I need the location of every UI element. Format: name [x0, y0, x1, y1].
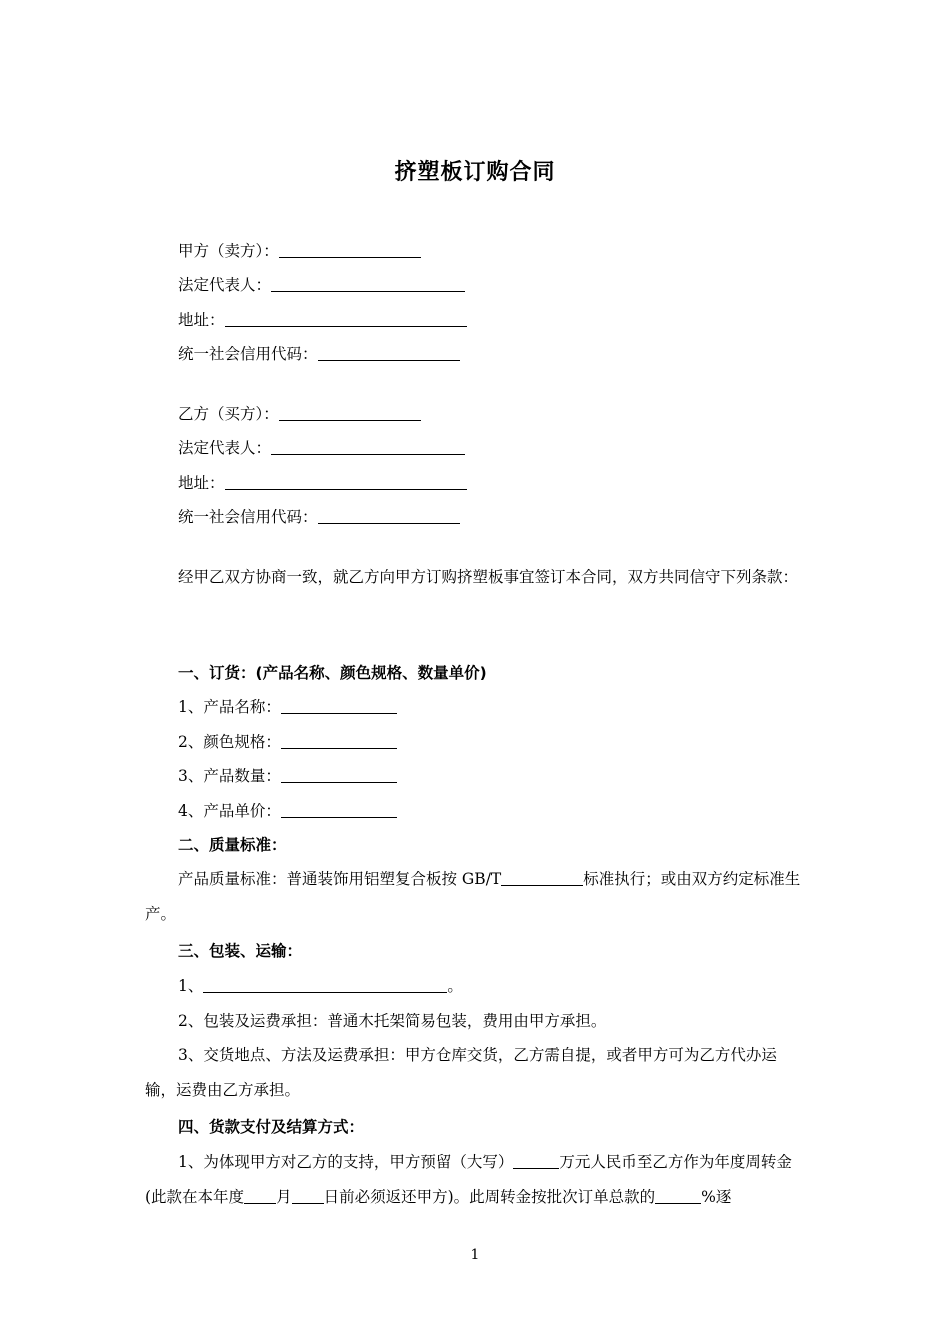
sec4-p1-d: 日前必须返还甲方)。此周转金按批次订单总款的	[323, 1187, 656, 1206]
sec4-percent-blank	[655, 1188, 701, 1204]
sec4-month-blank	[244, 1188, 276, 1204]
sec1-item-2-blank	[281, 733, 397, 749]
party-b-rep-line	[178, 438, 465, 458]
sec1-item-2-label: 2、颜色规格：	[178, 733, 281, 751]
sec3-item-3: 3、交货地点、方法及运费承担：甲方仓库交货，乙方需自提，或者甲方可为乙方代办运输，运费由乙方承担。	[145, 1046, 777, 1099]
sec2-standard-blank	[501, 870, 583, 886]
party-b-code-blank	[318, 508, 460, 524]
sec4-amount-blank	[513, 1153, 559, 1169]
party-a-code-label: 统一社会信用代码：	[178, 345, 318, 363]
party-a-rep-blank	[271, 276, 465, 292]
party-a-addr-line	[178, 310, 467, 330]
party-a-code-blank	[318, 345, 460, 361]
section-2-heading: 二、质量标准：	[178, 836, 287, 854]
page-title: 挤塑板订购合同	[394, 160, 556, 185]
party-a-rep-line	[178, 275, 465, 295]
party-b-code-line	[178, 507, 460, 527]
sec4-p1-b: 万元人民币至乙方作为年度周转金(此款在本年度	[145, 1153, 792, 1206]
sec1-item-1-label: 1、产品名称：	[178, 698, 281, 716]
sec1-item-1-blank	[281, 698, 397, 714]
party-a-addr-label: 地址：	[178, 311, 225, 329]
sec3-item-1-suffix: 。	[447, 977, 463, 995]
page-number: 1	[470, 1247, 480, 1263]
section-4-heading: 四、货款支付及结算方式：	[178, 1118, 365, 1136]
party-b-name-blank	[279, 405, 421, 421]
party-b-name-line	[178, 404, 421, 424]
sec4-paragraph-1	[145, 1145, 807, 1214]
intro-paragraph: 经甲乙双方协商一致，就乙方向甲方订购挤塑板事宜签订本合同，双方共同信守下列条款：	[178, 568, 799, 586]
sec3-item-1	[178, 976, 463, 996]
party-b-addr-blank	[225, 474, 467, 490]
sec1-item-3-label: 3、产品数量：	[178, 767, 281, 785]
party-b-rep-label: 法定代表人：	[178, 439, 272, 457]
party-a-name-line	[178, 241, 421, 261]
party-a-code-line	[178, 344, 460, 364]
party-a-rep-label: 法定代表人：	[178, 276, 272, 294]
sec1-item-2	[178, 732, 397, 752]
sec1-item-4-blank	[281, 802, 397, 818]
sec2-text-b: 标准执行；或由双方约定标准生产。	[145, 870, 801, 923]
section-3-heading: 三、包装、运输：	[178, 942, 303, 960]
sec2-paragraph	[145, 862, 807, 931]
sec1-item-4	[178, 801, 397, 821]
sec3-item-1-blank	[203, 977, 447, 993]
sec3-item-2: 2、包装及运费承担：普通木托架简易包装，费用由甲方承担。	[178, 1012, 607, 1030]
sec4-p1-a: 1、为体现甲方对乙方的支持，甲方预留（大写）	[178, 1153, 514, 1171]
sec1-item-4-label: 4、产品单价：	[178, 802, 281, 820]
sec1-item-3-blank	[281, 767, 397, 783]
party-b-rep-blank	[271, 439, 465, 455]
party-a-name-blank	[279, 242, 421, 258]
party-a-name-label: 甲方（卖方）：	[178, 242, 279, 260]
party-b-name-label: 乙方（买方）：	[178, 405, 279, 423]
party-b-addr-label: 地址：	[178, 474, 225, 492]
sec1-item-1	[178, 697, 397, 717]
party-a-addr-blank	[225, 311, 467, 327]
party-b-code-label: 统一社会信用代码：	[178, 508, 318, 526]
sec3-item-1-prefix: 1、	[178, 977, 204, 995]
sec4-p1-e: %逐	[701, 1187, 732, 1206]
sec4-p1-c: 月	[276, 1187, 292, 1206]
sec2-text-a: 产品质量标准：普通装饰用铝塑复合板按 GB/T	[178, 870, 502, 888]
sec4-day-blank	[292, 1188, 324, 1204]
section-1-heading: 一、订货：(产品名称、颜色规格、数量单价)	[178, 664, 487, 682]
party-b-addr-line	[178, 473, 467, 493]
sec1-item-3	[178, 766, 397, 786]
